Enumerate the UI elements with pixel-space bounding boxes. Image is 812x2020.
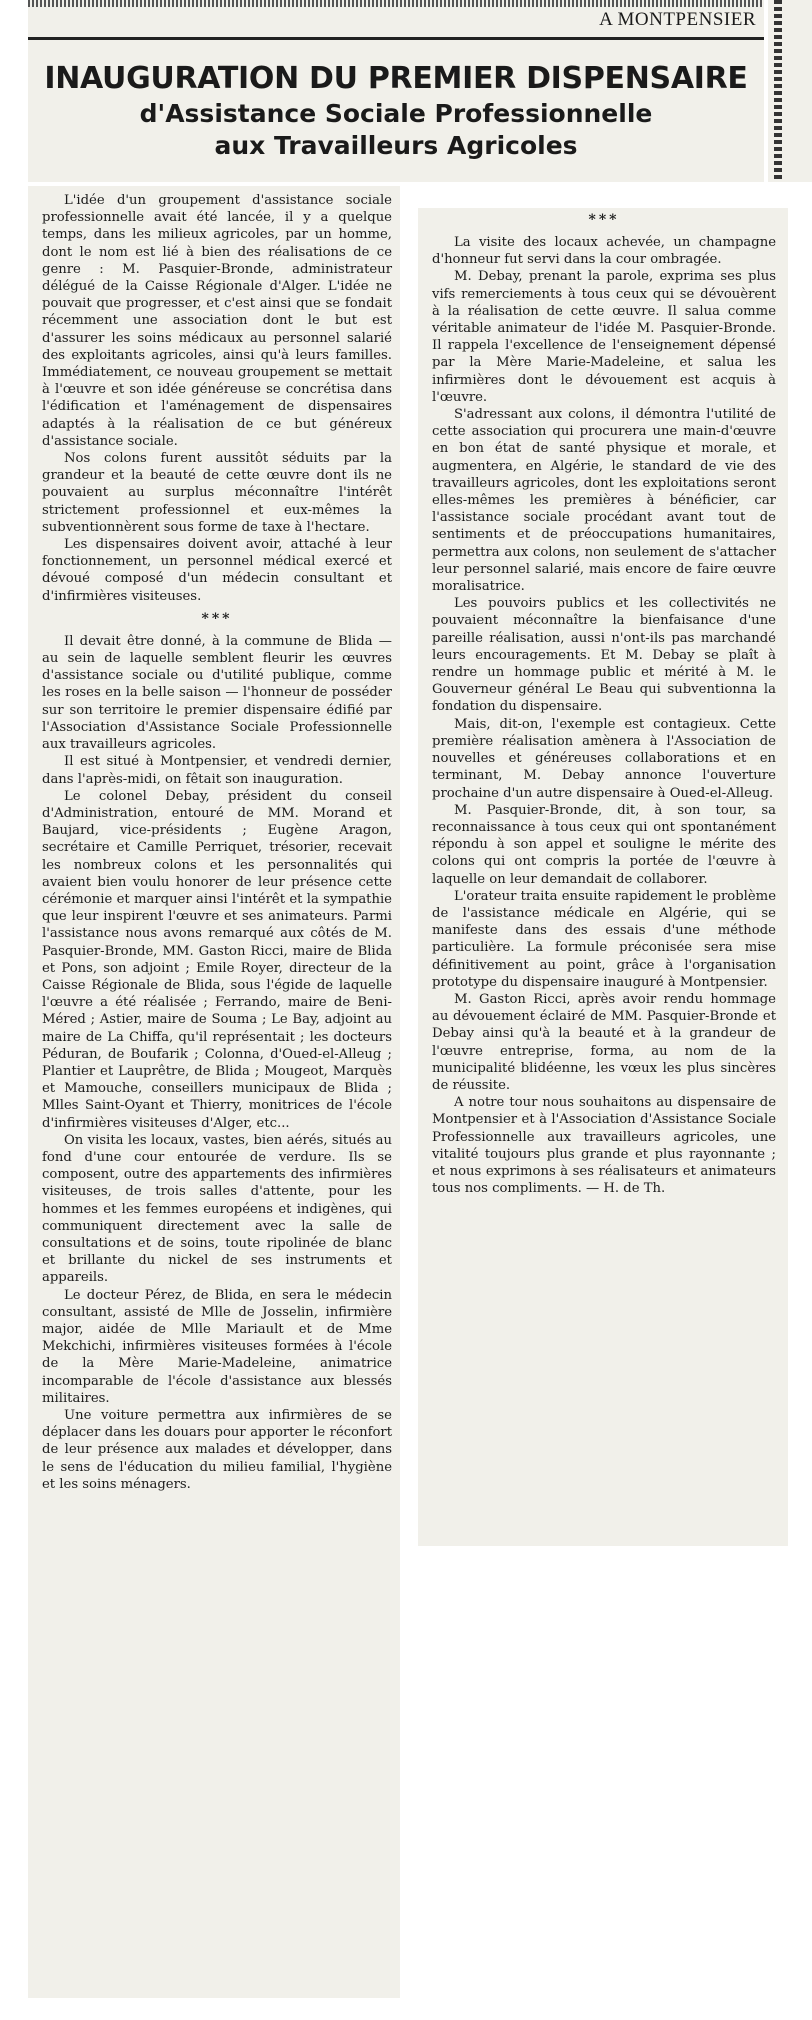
- paragraph: A notre tour nous souhaitons au dispensaire de Montpensier et à l'Association d'Assistance Sociale Professionnelle aux travailleurs agricoles, une vitalité toujours plus grande et plus rayonnante ; et nous exprimons à ses réalisateurs et animateurs tous nos compliments. — H. de Th.: [432, 1095, 776, 1197]
- header-clipping: [28, 0, 764, 182]
- paragraph: Les dispensaires doivent avoir, attaché à leur fonctionnement, un personnel médical exercé et dévoué composé d'un médecin consultant et d'infirmières visiteuses.: [42, 537, 392, 604]
- headline: INAUGURATION DU PREMIER DISPENSAIRE: [44, 61, 748, 96]
- subheadline-2: aux Travailleurs Agricoles: [214, 131, 578, 160]
- paragraph: S'adressant aux colons, il démontra l'utilité de cette association qui procurera une main-d'œuvre en bon état de santé physique et morale, et augmentera, en Algérie, le standard de vie des travailleurs agricoles, dont les exploitations seront elles-mêmes les premières à bénéficier, car l'assistance sociale procédant avant tout de sentiments et de préoccupations humanitaires, permettra aux colons, non seulement de s'attacher leur personnel salarié, mais encore de faire œuvre moralisatrice.: [432, 407, 776, 595]
- paragraph: M. Debay, prenant la parole, exprima ses plus vifs remerciements à tous ceux qui se dévouèrent à la réalisation de cette œuvre. Il salua comme véritable animateur de l'idée M. Pasquier-Bronde. Il rappela l'excellence de l'enseignement dépensé par la Mère Marie-Madeleine, et salua les infirmières dont le dévouement est acquis à l'œuvre.: [432, 269, 776, 405]
- paragraph: M. Pasquier-Bronde, dit, à son tour, sa reconnaissance à tous ceux qui ont spontanément répondu à son appel et souligne le mérite des colons qui ont compris la portée de l'œuvre à laquelle on leur demandait de collaborer.: [432, 802, 776, 887]
- section-rule: [28, 37, 764, 40]
- paragraph: La visite des locaux achevée, un champagne d'honneur fut servi dans la cour ombragée.: [432, 235, 776, 268]
- paragraph: Les pouvoirs publics et les collectivités ne pouvaient méconnaître la bienfaisance d'une pareille réalisation, aussi n'ont-ils pas marchandé leurs encouragements. Et M. Debay se plaît à rendre un hommage public et mérité à M. le Gouverneur général Le Beau qui subventionna la fondation du dispensaire.: [432, 596, 776, 715]
- paragraph: Nos colons furent aussitôt séduits par la grandeur et la beauté de cette œuvre dont ils ne pouvaient au surplus méconnaître l'intérêt strictement professionnel et eux-mêmes la subventionnèrent sous forme de taxe à l'hectare.: [42, 451, 392, 535]
- paragraph: Le docteur Pérez, de Blida, en sera le médecin consultant, assisté de Mlle de Josselin, infirmière major, aidée de Mlle Mariault et de Mme Mekchichi, infirmières visiteuses formées à l'école de la Mère Marie-Madeleine, animatrice incomparable de l'école d'assistance aux blessés militaires.: [42, 1287, 392, 1406]
- section-separator: ***: [201, 610, 233, 627]
- paragraph: Une voiture permettra aux infirmières de se déplacer dans les douars pour apporter le réconfort de leur présence aux malades et développer, dans le sens de l'éducation du milieu familial, l'hygiène et les soins ménagers.: [42, 1408, 392, 1492]
- paragraph: On visita les locaux, vastes, bien aérés, situés au fond d'une cour entourée de verdure. Ils se composent, outre des appartements des infirmières visiteuses, de trois salles d'attente, pour les hommes et les femmes européens et indigènes, qui communiquent directement avec la salle de consultations et de soins, toute ripolinée de blanc et brillante du nickel de ses instruments et appareils.: [42, 1132, 392, 1286]
- left-column: [28, 186, 400, 1998]
- paragraph: M. Gaston Ricci, après avoir rendu hommage au dévouement éclairé de MM. Pasquier-Bronde et Debay ainsi qu'à la beauté et à la grandeur de l'œuvre entreprise, forma, au nom de la municipalité blidéenne, les vœux les plus sincères de réussite.: [432, 991, 776, 1093]
- paragraph: L'orateur traita ensuite rapidement le problème de l'assistance médicale en Algérie, qui se manifeste dans des essais d'une méthode particulière. La formule préconisée sera mise définitivement au point, grâce à l'organisation prototype du dispensaire inauguré à Montpensier.: [432, 888, 776, 990]
- section-separator: ***: [588, 212, 620, 228]
- neighbour-article-edge: [768, 0, 812, 182]
- section-label: A MONTPENSIER: [599, 9, 756, 30]
- paragraph: Le colonel Debay, président du conseil d'Administration, entouré de MM. Morand et Baujard, vice-présidents ; Eugène Aragon, secrétaire et Camille Perriquet, trésorier, recevait les nombreux colons et les personnalités qui avaient bien voulu honorer de leur présence cette cérémonie et marquer ainsi l'intérêt et la sympathie que leur inspirent l'œuvre et ses animateurs. Parmi l'assistance nous avons remarqué aux côtés de M. Pasquier-Bronde, MM. Gaston Ricci, maire de Blida et Pons, son adjoint ; Emile Royer, directeur de la Caisse Régionale de Blida, sous l'égide de laquelle l'œuvre a été réalisée ; Ferrando, maire de Beni-Méred ; Astier, maire de Souma ; Le Bay, adjoint au maire de La Chiffa, qu'il représentait ; les docteurs Péduran, de Boufarik ; Colonna, d'Oued-el-Alleug ; Plantier et Lauprêtre, de Blida ; Mougeot, Marquès et Mamouche, conseillers municipaux de Blida ; Mlles Saint-Oyant et Thierry, monitrices de l'école d'infirmières visiteuses d'Alger, etc...: [42, 788, 392, 1131]
- right-column: [418, 208, 788, 1546]
- paragraph: Il est situé à Montpensier, et vendredi dernier, dans l'après-midi, on fêtait son inauguration.: [42, 754, 392, 787]
- subheadline-1: d'Assistance Sociale Professionnelle: [139, 99, 653, 128]
- paragraph: Il devait être donné, à la commune de Blida — au sein de laquelle semblent fleurir les œuvres d'assistance sociale ou d'utilité publique, comme les roses en la belle saison — l'honneur de posséder sur son territoire le premier dispensaire édifié par l'Association d'Assistance Sociale Professionnelle aux travailleurs agricoles.: [42, 633, 392, 753]
- paragraph: L'idée d'un groupement d'assistance sociale professionnelle avait été lancée, il y a quelque temps, dans les milieux agricoles, par un homme, dont le nom est lié à bien des réalisations de ce genre : M. Pasquier-Bronde, administrateur délégué de la Caisse Régionale d'Alger. L'idée ne pouvait que progresser, et c'est ainsi que se fondait récemment une association dont le but est d'assurer les soins médicaux au personnel salarié des exploitants agricoles, ainsi qu'à leurs familles. Immédiatement, ce nouveau groupement se mettait à l'œuvre et son idée généreuse se concrétisa dans l'édification et l'aménagement de dispensaires adaptés à la réalisation de ce but généreux d'assistance sociale.: [42, 193, 392, 449]
- paragraph: Mais, dit-on, l'exemple est contagieux. Cette première réalisation amènera à l'Association de nouvelles et généreuses collaborations et en terminant, M. Debay annonce l'ouverture prochaine d'un autre dispensaire à Oued-el-Alleug.: [432, 716, 776, 801]
- top-rule: [28, 0, 764, 7]
- dotted-border: [774, 0, 782, 182]
